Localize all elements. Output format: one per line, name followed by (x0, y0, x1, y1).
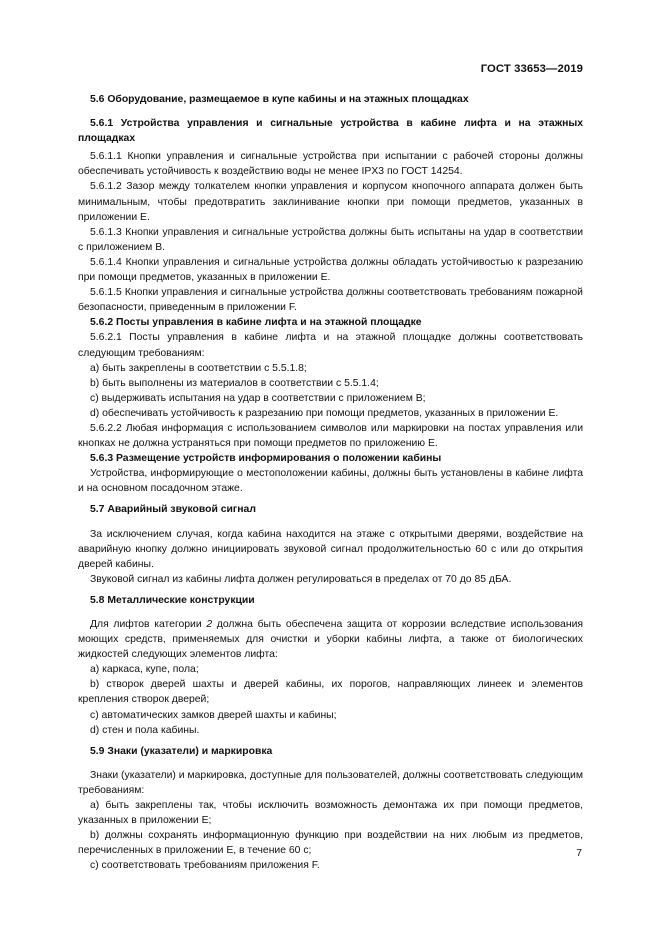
list-item: b) должны сохранять информационную функцию при воздействии на них любым из предметов, перечисленных в приложении Е, в течение 60 с; (78, 830, 583, 857)
para-5-6-1-3: 5.6.1.3 Кнопки управления и сигнальные устройства должны быть испытаны на удар в соответствии с приложением В. (78, 226, 583, 253)
category-number: 2 (206, 619, 213, 630)
list-item: а) каркаса, купе, пола; (90, 664, 199, 676)
list-item: b) створок дверей шахты и дверей кабины, их порогов, направляющих линеек и элементов крепления створок дверей; (78, 679, 583, 706)
document-code-header: ГОСТ 33653—2019 (480, 63, 583, 75)
para-5-9-1: Знаки (указатели) и маркировка, доступные для пользователей, должны соответствовать следующим требованиям: (78, 769, 583, 796)
list-item: а) быть закреплены так, чтобы исключить возможность демонтажа их при помощи предметов, указанных в приложении Е; (78, 800, 583, 827)
list-item: d) стен и пола кабины. (90, 724, 200, 736)
list-item: а) быть закреплены в соответствии с 5.5.1.8; (90, 362, 307, 374)
para-5-7-1: За исключением случая, когда кабина находится на этаже с открытыми дверями, воздействие на аварийную кнопку должно инициировать звуковой сигнал продолжительностью 60 с или до открытия дверей кабины. (78, 528, 583, 570)
list-item: c) выдерживать испытания на удар в соответствии с приложением В; (90, 392, 426, 404)
section-5-7-title: 5.7 Аварийный звуковой сигнал (90, 504, 256, 516)
section-5-6-1-title: 5.6.1 Устройства управления и сигнальные устройства в кабине лифта и на этажных площадках (78, 118, 583, 145)
list-item: c) автоматических замков дверей шахты и кабины; (90, 709, 337, 721)
list-item: d) обеспечивать устойчивость к разрезанию при помощи предметов, указанных в приложении Е. (90, 407, 559, 419)
para-5-6-2-2: 5.6.2.2 Любая информация с использованием символов или маркировки на постах управления или кнопках не должна устраняться при помощи предметов по приложению Е. (78, 422, 583, 450)
para-5-6-1-4: 5.6.1.4 Кнопки управления и сигнальные устройства должны обладать устойчивостью к разрезанию при помощи предметов, указанных в приложении Е. (78, 256, 583, 284)
section-5-8-title: 5.8 Металлические конструкции (90, 594, 255, 606)
para-5-6-1-1: 5.6.1.1 Кнопки управления и сигнальные устройства при испытании с рабочей стороны должны обеспечивать устойчивость к воздействию воды не менее IPX3 по ГОСТ 14254. (78, 151, 583, 178)
page-number: 7 (576, 848, 582, 859)
para-5-8-1-start: Для лифтов категории (90, 619, 207, 630)
para-5-6-3: Устройства, информирующие о местоположении кабины, должны быть установлены в кабине лифта и на основном посадочном этаже. (78, 468, 583, 495)
document-body (78, 92, 583, 874)
para-5-7-2: Звуковой сигнал из кабины лифта должен регулироваться в пределах от 70 до 85 дБА. (90, 573, 512, 585)
para-5-6-2-1: 5.6.2.1 Посты управления в кабине лифта и на этажной площадке должны соответствовать следующим требованиям: (78, 332, 583, 359)
section-5-9-title: 5.9 Знаки (указатели) и маркировка (90, 745, 273, 757)
section-5-6-title: 5.6 Оборудование, размещаемое в купе кабины и на этажных площадках (90, 94, 469, 105)
section-5-6-2-title: 5.6.2 Посты управления в кабине лифта и на этажной площадке (90, 317, 422, 329)
list-item: b) быть выполнены из материалов в соответствии с 5.5.1.4; (90, 377, 379, 389)
para-5-8-1-end: должна быть обеспечена защита от коррозии вследствие использования моющих средств, применяемых для очистки и уборки кабины лифта, а также от биологических жидкостей следующих элементов лифта: (78, 619, 583, 661)
para-5-8-1 (78, 617, 583, 662)
list-item: c) соответствовать требованиям приложения F. (90, 860, 320, 872)
para-5-6-1-2: 5.6.1.2 Зазор между толкателем кнопки управления и корпусом кнопочного аппарата должен быть минимальным, чтобы предотвратить заклинивание кнопки при помощи предметов, указанных в приложении Е. (78, 181, 583, 223)
para-5-6-1-5: 5.6.1.5 Кнопки управления и сигнальные устройства должны соответствовать требованиям пожарной безопасности, приведенным в приложении F. (78, 287, 583, 314)
section-5-6-3-title: 5.6.3 Размещение устройств информирования о положении кабины (90, 453, 442, 465)
